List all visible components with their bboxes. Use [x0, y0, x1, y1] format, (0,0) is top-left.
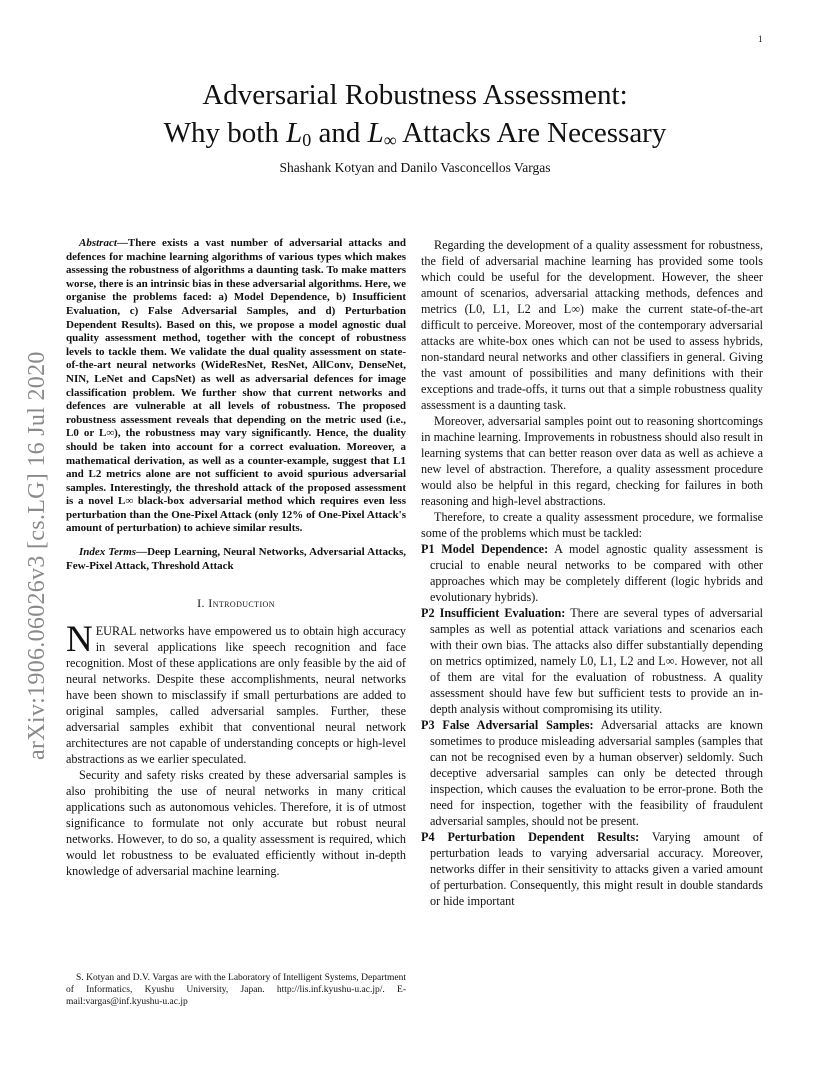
title-line-2-post: Attacks Are Necessary — [396, 117, 667, 149]
left-column — [66, 237, 406, 879]
problem-item — [421, 829, 763, 909]
abstract — [66, 237, 406, 536]
problem-text: Varying amount of perturbation leads to varying adversarial accuracy. Moreover, networks differ in their sensitivity to attacks given a varied amount of perturbation. Consequently, this might result in double standards or hide important — [430, 830, 763, 908]
title-line-2-pre: Why both — [163, 117, 287, 149]
title-linf-base: L — [367, 117, 384, 149]
title-l0-base: L — [286, 117, 303, 149]
affiliation-footnote: S. Kotyan and D.V. Vargas are with the Laboratory of Intelligent Systems, Department of Informatics, Kyushu University, Japan. http://lis.inf.kyushu-u.ac.jp/. E-mail:vargas@inf.kyushu-u.ac.jp — [66, 973, 406, 1007]
problem-item — [421, 541, 763, 605]
abstract-label: Abstract — [79, 237, 117, 249]
arxiv-identifier: arXiv:1906.06026v3 [cs.LG] 16 Jul 2020 — [24, 351, 50, 760]
paper-title — [100, 76, 730, 159]
problem-title: P1 Model Dependence: — [421, 542, 549, 556]
index-terms-label: Index Terms — [79, 546, 137, 559]
page-number: 1 — [758, 34, 763, 44]
right-paragraph-2: Moreover, adversarial samples point out to reasoning shortcomings in machine learning. Improvements in robustness should also result in learning systems that can better reason over data as well as achieve a new level of abstraction. Therefore, a quality assessment procedure would also be helpful in this regard, checking for failures in both reasoning and high-level abstractions. — [421, 414, 763, 508]
title-line-1: Adversarial Robustness Assessment: — [202, 79, 628, 111]
problem-text: Adversarial attacks are known sometimes to produce misleading adversarial samples (samples that can not be recognised even by a human observer) seldomly. Such deceptive adversarial samples can only be detected through inspection, which causes the evaluation to be error-prone. Both the need for inspection, together with the feasibility of fraudulent adversarial samples, should not be present. — [430, 718, 763, 828]
problem-text: A model agnostic quality assessment is crucial to enable neural networks to be compared with other approaches which may be completely different (logic hybrids and evolutionary hybrids). — [430, 542, 764, 604]
abstract-text: —There exists a vast number of adversarial attacks and defences for machine learning algorithms of various types which makes assessing the robustness of algorithms a daunting task. To make matters worse, there is an intrinsic bias in these adversarial algorithms. Here, we organise the problems faced: a) Model Dependence, b) Insufficient Evaluation, c) False Adversarial Samples, and d) Perturbation Dependent Results). Based on this, we propose a model agnostic dual quality assessment method, together with the concept of robustness levels to tackle them. We validate the dual quality assessment on state-of-the-art neural networks (WideResNet, ResNet, AllConv, DenseNet, NIN, LeNet and CapsNet) as well as adversarial defences for image classification problem. We further show that current networks and defences are vulnerable at all levels of robustness. The proposed robustness assessment reveals that depending on the metric used (i.e., L0 or L∞), the robustness may vary significantly. Hence, the duality should be taken into account for a correct evaluation. Moreover, a mathematical derivation, as well as a counter-example, suggest that L1 and L2 metrics alone are not sufficient to avoid spurious adversarial samples. Interestingly, the threshold attack of the proposed assessment is a novel L∞ black-box adversarial method which requires even less perturbation than the One-Pixel Attack (only 12% of One-Pixel Attack's amount of perturbation) to achieve similar results. — [66, 237, 406, 535]
title-line-2-mid: and — [311, 117, 368, 149]
intro-paragraph-1-text: EURAL networks have empowered us to obtain high accuracy in several applications like speech recognition and face recognition. Most of these applications are only feasible by the aid of neural networks. Despite these accomplishments, neural networks have been shown to misclassify if small perturbations are added to original samples, called adversarial samples. Further, these adversarial samples exhibit that conventional neural network architectures are not capable of understanding concepts or high-level abstractions as we earlier speculated. — [66, 624, 406, 767]
intro-paragraph-1 — [66, 619, 406, 767]
problem-item — [421, 605, 763, 717]
index-terms — [66, 546, 406, 573]
problem-title: P3 False Adversarial Samples: — [421, 718, 594, 732]
title-line-2 — [100, 114, 730, 159]
author-list: Shashank Kotyan and Danilo Vasconcellos Vargas — [279, 160, 551, 175]
intro-paragraph-2: Security and safety risks created by these adversarial samples is also prohibiting the use of neural networks in many critical applications such as autonomous vehicles. Therefore, it is of utmost significance to formulate not only accurate but robust neural networks. However, to do so, a quality assessment is required, which would let robustness to be evaluated efficiently without in-depth knowledge of adversarial machine learning. — [66, 768, 406, 879]
title-linf-sub: ∞ — [383, 130, 397, 150]
right-paragraph-3: Therefore, to create a quality assessment procedure, we formalise some of the problems which must be tackled: — [421, 510, 763, 540]
section-heading-introduction: I. Introduction — [197, 596, 275, 611]
title-l0-sub: 0 — [302, 130, 312, 150]
problem-title: P2 Insufficient Evaluation: — [421, 606, 566, 620]
right-paragraph-1: Regarding the development of a quality assessment for robustness, the field of adversarial machine learning has provided some tools which could be useful for the development. However, the sheer amount of scenarios, adversarial attacking methods, defences and metrics (L0, L1, L2 and L∞) make the current state-of-the-art difficult to perceive. Moreover, most of the contemporary adversarial attacks are white-box ones which can not be used to assess hybrids, non-standard neural networks and other classifiers in general. Giving the vast amount of possibilities and many definitions with their exceptions and trade-offs, it turns out that a simple robustness quality assessment is a daunting task. — [421, 238, 763, 412]
dropcap-letter: N — [66, 619, 93, 661]
right-column — [421, 237, 763, 909]
problem-title: P4 Perturbation Dependent Results: — [421, 830, 640, 844]
index-terms-text: —Deep Learning, Neural Networks, Adversarial Attacks, Few-Pixel Attack, Threshold Attack — [66, 546, 406, 572]
problem-text: There are several types of adversarial samples as well as potential attack variations and scenarios each with their own bias. The attacks also differ substantially depending on metrics optimized, namely L0, L1, L2 and L∞. However, not all of them are vital for the evaluation of robustness. A quality assessment should have few but sufficient tests to provide an in-depth analysis without compromising its utility. — [430, 606, 763, 716]
problem-item — [421, 717, 763, 829]
